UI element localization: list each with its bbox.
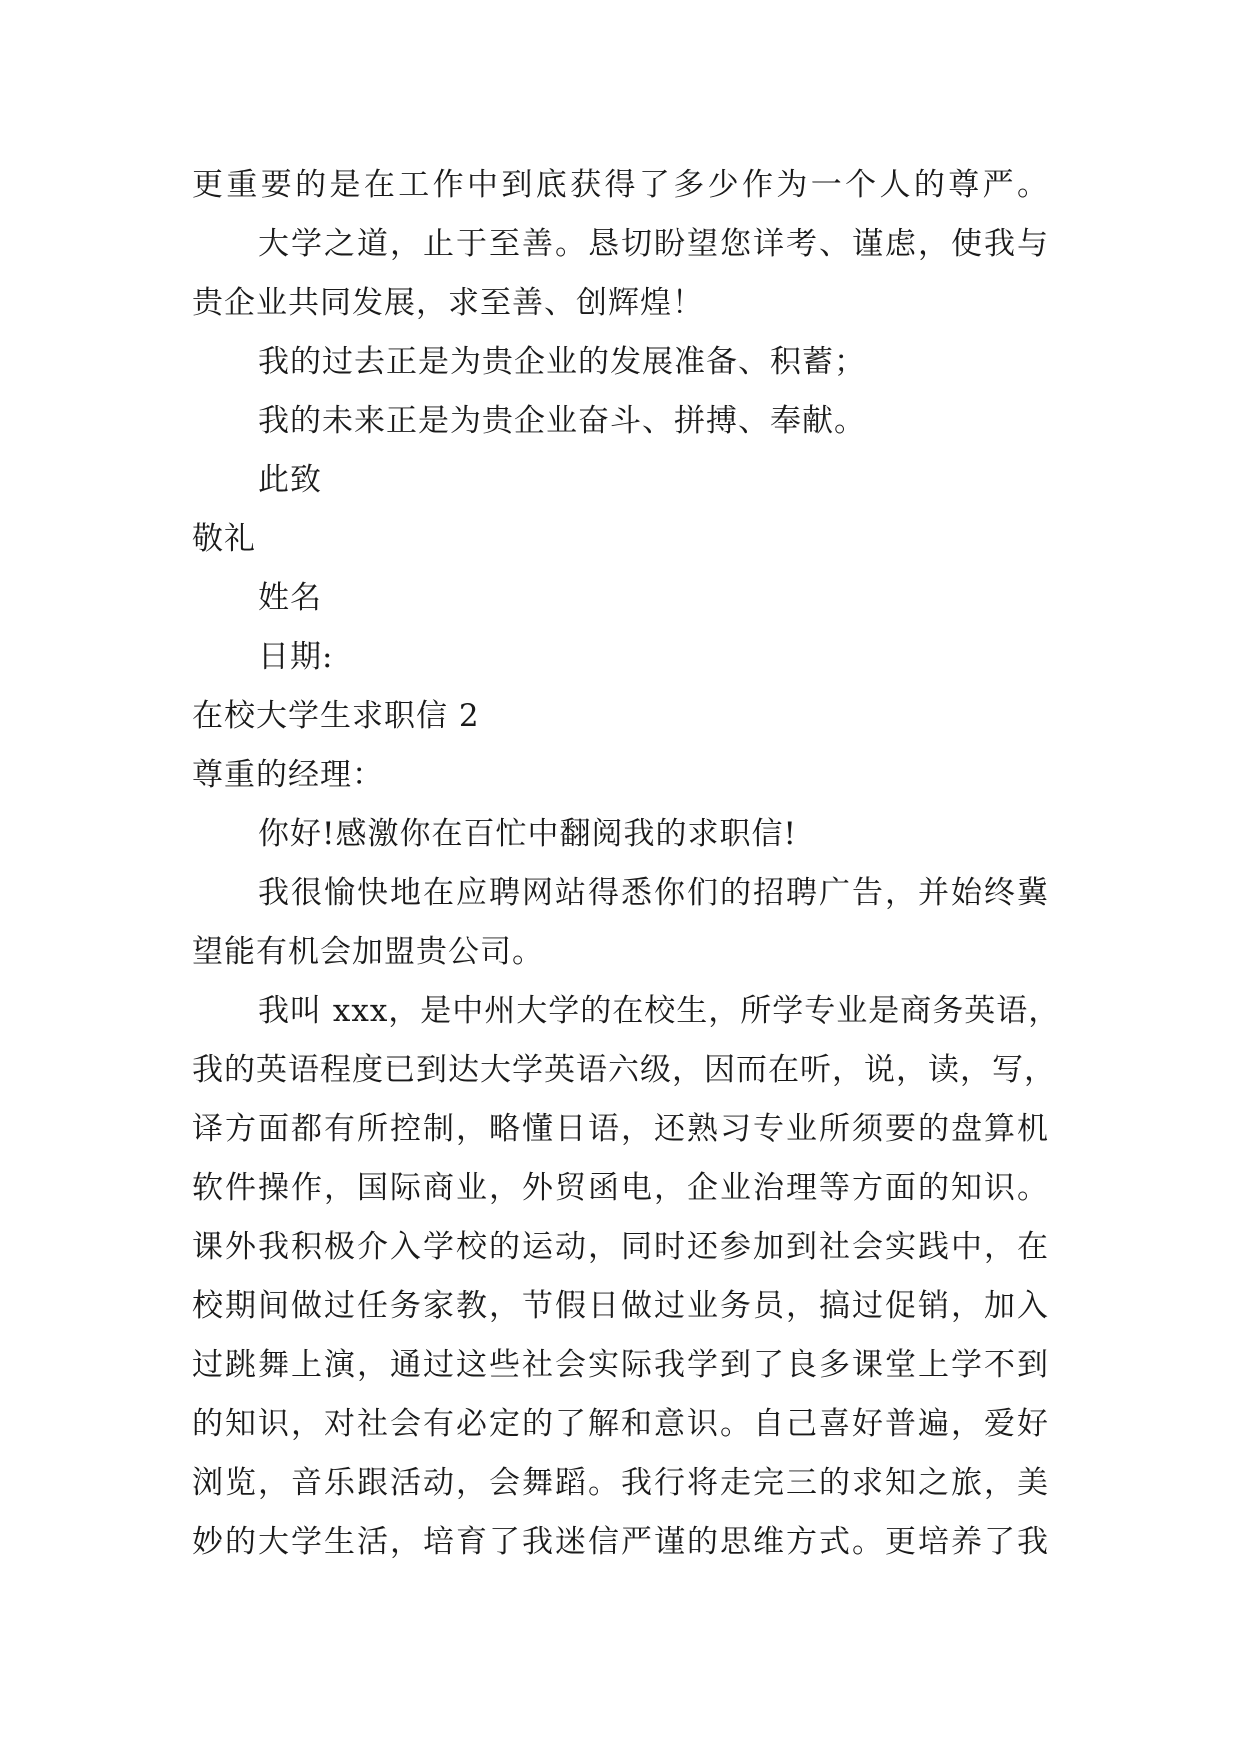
text-line: 过跳舞上演，通过这些社会实际我学到了良多课堂上学不到 — [192, 1347, 1049, 1383]
text-line: 译方面都有所控制，略懂日语，还熟习专业所须要的盘算机 — [192, 1111, 1049, 1147]
text-line: 望能有机会加盟贵公司。 — [192, 934, 544, 970]
text-line: 贵企业共同发展，求至善、创辉煌！ — [192, 285, 704, 321]
text-line: 妙的大学生活，培育了我迷信严谨的思维方式。更培养了我 — [192, 1524, 1049, 1560]
greeting: 尊重的经理： — [192, 757, 384, 793]
text-line: 我很愉快地在应聘网站得悉你们的招聘广告，并始终冀 — [258, 875, 1049, 911]
closing-regards: 敬礼 — [192, 521, 256, 557]
text-line: 更重要的是在工作中到底获得了多少作为一个人的尊严。 — [192, 167, 1049, 203]
signature-date: 日期: — [258, 639, 334, 675]
text-line: 软件操作，国际商业，外贸函电，企业治理等方面的知识。 — [192, 1170, 1049, 1206]
text-line: 大学之道，止于至善。恳切盼望您详考、谨虑，使我与 — [258, 226, 1049, 262]
text-line: 课外我积极介入学校的运动，同时还参加到社会实践中，在 — [192, 1229, 1049, 1265]
text-line: 我叫 xxx，是中州大学的在校生，所学专业是商务英语， — [258, 993, 1061, 1029]
signature-name: 姓名 — [258, 580, 322, 616]
closing-salutation: 此致 — [258, 462, 322, 498]
section-title: 在校大学生求职信 2 — [192, 698, 480, 734]
text-line: 我的未来正是为贵企业奋斗、拼搏、奉献。 — [258, 403, 866, 439]
text-line: 我的过去正是为贵企业的发展准备、积蓄； — [258, 344, 866, 380]
text-line: 的知识，对社会有必定的了解和意识。自己喜好普遍，爱好 — [192, 1406, 1049, 1442]
text-line: 我的英语程度已到达大学英语六级，因而在听，说，读，写， — [192, 1052, 1056, 1088]
text-line: 你好!感激你在百忙中翻阅我的求职信! — [258, 816, 797, 852]
text-line: 浏览，音乐跟活动，会舞蹈。我行将走完三的求知之旅，美 — [192, 1465, 1049, 1501]
text-line: 校期间做过任务家教，节假日做过业务员，搞过促销，加入 — [192, 1288, 1049, 1324]
